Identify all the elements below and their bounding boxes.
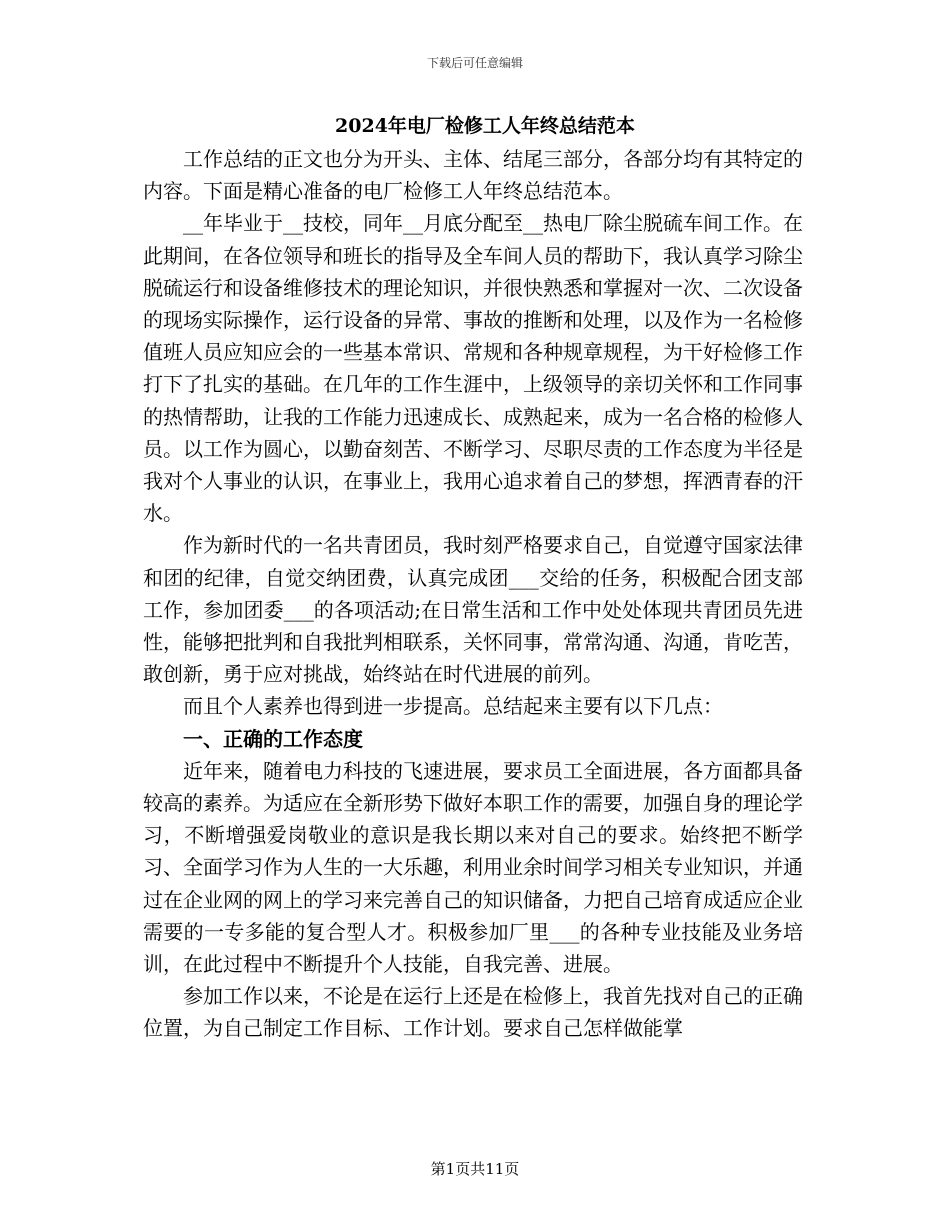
document-title: 2024年电厂检修工人年终总结范本 <box>335 115 635 137</box>
paragraph-work-attitude: 近年来，随着电力科技的飞速进展，要求员工全面进展，各方面都具备较高的素养。为适应在全新形势下做好本职工作的需要，加强自身的理论学习，不断增强爱岗敬业的意识是我长期以来对自己的要求。始终把不断学习、全面学习作为人生的一大乐趣，利用业余时间学习相关专业知识，并通过在企业网的网上的学习来完善自己的知识储备，力把自己培育成适应企业需要的一专多能的复合型人才。积极参加厂里___的各种专业技能及业务培训，在此过程中不断提升个人技能，自我完善、进展。 <box>143 758 803 977</box>
paragraph-summary-lead: 而且个人素养也得到进一步提高。总结起来主要有以下几点： <box>183 694 723 719</box>
header-note: 下载后可任意编辑 <box>426 56 523 70</box>
paragraph-intro: 工作总结的正文也分为开头、主体、结尾三部分，各部分均有其特定的内容。下面是精心准备的电厂检修工人年终总结范本。 <box>143 147 803 204</box>
page-number: 第1页共11页 <box>430 1160 520 1178</box>
paragraph-work-positioning: 参加工作以来，不论是在运行上还是在检修上，我首先找对自己的正确位置，为自己制定工作目标、工作计划。要求自己怎样做能掌 <box>143 984 803 1041</box>
paragraph-background: __年毕业于__技校，同年__月底分配至__热电厂除尘脱硫车间工作。在此期间，在各位领导和班长的指导及全车间人员的帮助下，我认真学习除尘脱硫运行和设备维修技术的理论知识，并很快熟悉和掌握对一次、二次设备的现场实际操作，运行设备的异常、事故的推断和处理，以及作为一名检修值班人员应知应会的一些基本常识、常规和各种规章规程，为干好检修工作打下了扎实的基础。在几年的工作生涯中，上级领导的亲切关怀和工作同事的热情帮助，让我的工作能力迅速成长、成熟起来，成为一名合格的检修人员。以工作为圆心，以勤奋刻苦、不断学习、尽职尽责的工作态度为半径是我对个人事业的认识，在事业上，我用心追求着自己的梦想，挥洒青春的汗水。 <box>143 211 803 526</box>
section-heading: 一、正确的工作态度 <box>183 726 363 751</box>
document-body <box>143 143 803 1045</box>
paragraph-league-member: 作为新时代的一名共青团员，我时刻严格要求自己，自觉遵守国家法律和团的纪律，自觉交纳团费，认真完成团___交给的任务，积极配合团支部工作，参加团委___的各项活动;在日常生活和工作中处处体现共青团员先进性，能够把批判和自我批判相联系，关怀同事，常常沟通、沟通，肯吃苦，敢创新，勇于应对挑战，始终站在时代进展的前列。 <box>143 533 803 687</box>
